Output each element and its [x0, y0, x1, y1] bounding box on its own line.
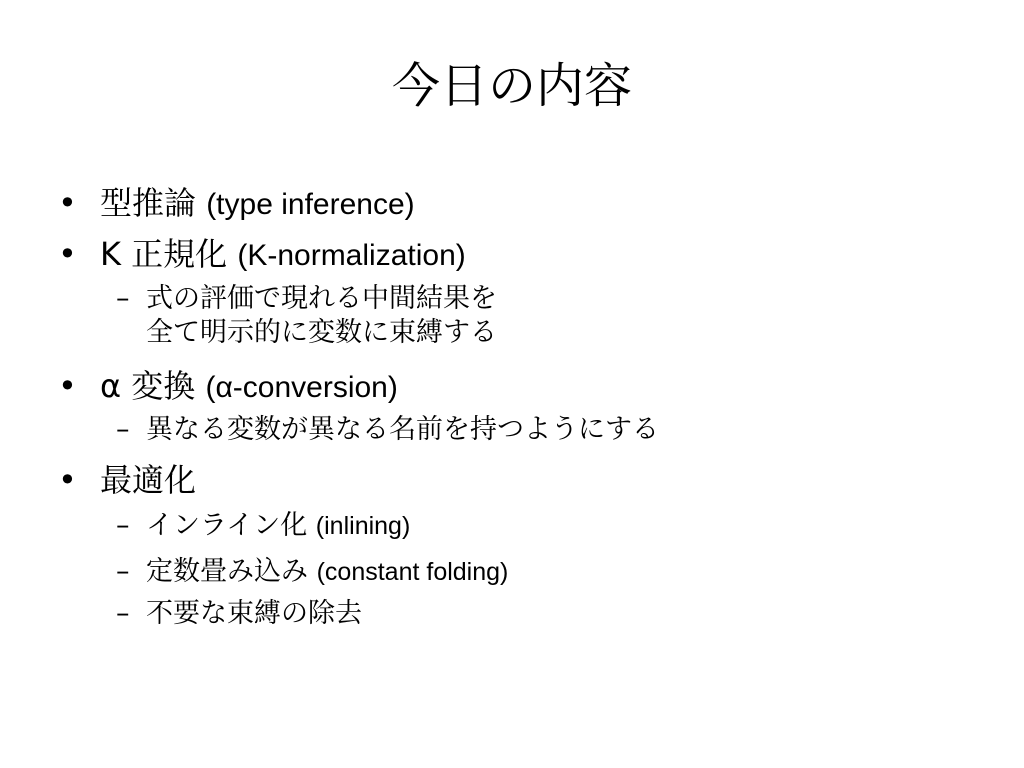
subitem-alpha-conversion: 異なる変数が異なる名前を持つようにする [146, 414, 659, 445]
bullet-item-k-normalization [100, 234, 466, 276]
bullet-item-optimization [100, 460, 196, 500]
bullet-glyph: • [58, 461, 77, 499]
bullet-item-type-inference [100, 183, 415, 225]
subitem-remove-unneeded-bindings: 不要な束縛の除去 [146, 598, 362, 629]
dash-glyph: – [116, 414, 130, 445]
bullet-glyph: • [58, 367, 77, 405]
item-jp-label: K 正規化 [100, 235, 228, 273]
item-en-label: (type inference) [206, 188, 415, 221]
item-jp-label: α 変換 [100, 367, 196, 405]
subitem-k-normalization-line1: 式の評価で現れる中間結果を [146, 283, 497, 314]
dash-glyph: – [116, 283, 130, 314]
item-jp-label: 型推論 [100, 184, 197, 222]
slide-title: 今日の内容 [391, 58, 632, 114]
dash-glyph: – [116, 598, 130, 629]
subitem-k-normalization-line2: 全て明示的に変数に束縛する [146, 317, 497, 348]
item-en-label: (α-conversion) [205, 371, 398, 404]
subitem-en-label: (constant folding) [316, 558, 509, 586]
dash-glyph: – [116, 510, 130, 541]
bullet-glyph: • [58, 184, 77, 222]
subitem-jp-label: 定数畳み込み [146, 556, 308, 587]
item-en-label: (K-normalization) [237, 239, 466, 272]
subitem-constant-folding [146, 556, 508, 588]
bullet-item-alpha-conversion [100, 366, 398, 408]
bullet-glyph: • [58, 235, 77, 273]
subitem-en-label: (inlining) [315, 512, 411, 540]
subitem-jp-label: インライン化 [146, 510, 308, 541]
dash-glyph: – [116, 556, 130, 587]
item-jp-label: 最適化 [100, 461, 197, 499]
subitem-inlining [146, 510, 410, 542]
